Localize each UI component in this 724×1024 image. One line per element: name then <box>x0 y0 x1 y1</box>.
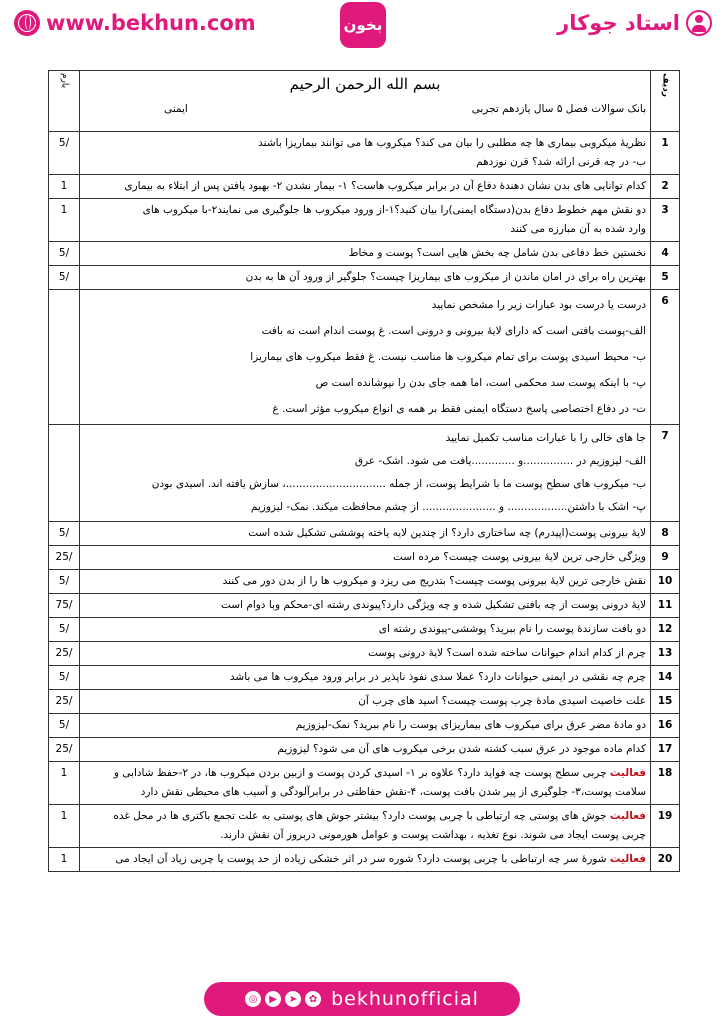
question-line: سلامت پوست،۳- جلوگیری از پیر شدن بافت پوست، ۴-نقش حفاظتی در برابرآلودگی و آسیب های محیطی نقش دارد <box>140 786 646 798</box>
question-text <box>80 546 651 570</box>
question-line: علت خاصیت اسیدی مادهٔ چرب پوست چیست؟ اسید های چرب آن <box>358 695 646 707</box>
question-text <box>80 738 651 762</box>
question-row <box>49 570 680 594</box>
question-line: ویژگی خارجی ترین لایهٔ بیرونی پوست چیست؟ مرده است <box>392 551 646 563</box>
user-icon <box>686 10 712 36</box>
question-number: 10 <box>651 570 680 594</box>
table-header-row <box>49 71 680 132</box>
question-line-text: شورهٔ سر چه ارتباطی با چربی پوست دارد؟ شوره سر در اثر خشکی زیاده از حد پوست یا چربی زیاد آن ایجاد می <box>115 853 607 865</box>
top-banner <box>0 0 724 50</box>
social-handle[interactable]: bekhunofficial <box>331 988 479 1010</box>
question-number: 6 <box>651 290 680 425</box>
question-line: نظریهٔ میکروبی بیماری ها چه مطلبی را بیان می کند؟ میکروب ها می توانند بیماریزا باشند <box>258 137 646 149</box>
question-score: 1 <box>49 848 80 872</box>
question-text <box>80 132 651 175</box>
question-score: /25 <box>49 738 80 762</box>
question-text <box>80 425 651 522</box>
question-row <box>49 848 680 872</box>
aparat-icon[interactable]: ✿ <box>305 991 321 1007</box>
question-row <box>49 132 680 175</box>
question-row <box>49 690 680 714</box>
question-line: ت- در دفاع اختصاصی پاسخ دستگاه ایمنی فقط بر همه ی انواع میکروب مؤثر است. غ <box>272 403 646 415</box>
question-score <box>49 425 80 522</box>
question-row <box>49 546 680 570</box>
social-icons <box>245 991 321 1007</box>
question-text <box>80 690 651 714</box>
question-text <box>80 175 651 199</box>
social-footer <box>204 982 520 1016</box>
question-text <box>80 618 651 642</box>
telegram-icon[interactable]: ➤ <box>285 991 301 1007</box>
question-line: لایهٔ بیرونی پوست(اپیدرم) چه ساختاری دارد؟ از چندین لایه یاخته پوششی تشکیل شده است <box>248 527 646 539</box>
question-text <box>80 714 651 738</box>
question-score: /5 <box>49 714 80 738</box>
question-number: 11 <box>651 594 680 618</box>
question-score <box>49 290 80 425</box>
question-number: 1 <box>651 132 680 175</box>
bismillah: بسم الله الرحمن الرحیم <box>289 75 441 93</box>
question-line <box>84 850 646 869</box>
question-line: چربی پوست ایجاد می شوند. نوع تغذیه ، بهداشت پوست و عوامل هورمونی دربروز آن نقش دارند. <box>220 829 646 841</box>
question-score: /5 <box>49 570 80 594</box>
globe-icon <box>14 10 40 36</box>
col-num-header: ردیف <box>651 71 680 132</box>
question-line: چرم چه نقشی در ایمنی حیوانات دارد؟ عملا سدی نفوذ ناپذیر در برابر ورود میکروب ها می باشد <box>229 671 646 683</box>
question-number: 2 <box>651 175 680 199</box>
question-line: ب- در چه قرنی ارائه شد؟ قرن نوزدهم <box>476 156 646 168</box>
question-text <box>80 199 651 242</box>
question-line: پ- اشک با داشتن.................. و ...................... از چشم محافظت میکند. نمک- لیزوزیم <box>250 501 646 513</box>
question-line: درست یا درست بود عبارات زیر را مشخص نمایید <box>431 299 646 311</box>
question-number: 17 <box>651 738 680 762</box>
question-line: جا های خالی را با عبارات مناسب تکمیل نمایید <box>445 432 646 444</box>
question-number: 5 <box>651 266 680 290</box>
question-line: نخستین خط دفاعی بدن شامل چه بخش هایی است؟ پوست و مخاط <box>348 247 646 259</box>
question-line <box>84 807 646 826</box>
question-score: /5 <box>49 618 80 642</box>
question-row <box>49 594 680 618</box>
question-score: /25 <box>49 546 80 570</box>
question-line: پ- با اینکه پوست سد محکمی است، اما همه جای بدن را نپوشانده است ص <box>315 377 646 389</box>
question-score: 1 <box>49 175 80 199</box>
question-text <box>80 522 651 546</box>
question-line: الف-پوست بافتی است که دارای لایهٔ بیرونی و درونی است. غ پوست اندام است نه بافت <box>261 325 646 337</box>
question-number: 18 <box>651 762 680 805</box>
question-number: 13 <box>651 642 680 666</box>
question-line: دو بافت سازندهٔ پوست را نام ببرید؟ پوششی-پیوندی رشته ای <box>378 623 646 635</box>
question-text <box>80 666 651 690</box>
question-score: 1 <box>49 805 80 848</box>
question-line: کدام ماده موجود در عرق سبب کشته شدن برخی میکروب های آن می شود؟ لیزوزیم <box>277 743 646 755</box>
question-score: /5 <box>49 522 80 546</box>
question-line: بهترین راه برای در امان ماندن از میکروب های بیماریزا چیست؟ جلوگیر از ورود آن ها به بدن <box>245 271 646 283</box>
activity-label: فعالیت <box>609 853 646 865</box>
question-score: /5 <box>49 666 80 690</box>
question-row <box>49 242 680 266</box>
question-score: /5 <box>49 266 80 290</box>
question-number: 19 <box>651 805 680 848</box>
question-row <box>49 175 680 199</box>
question-row <box>49 805 680 848</box>
question-text <box>80 290 651 425</box>
question-sheet <box>48 70 680 940</box>
bekhun-logo: بخون <box>340 2 386 48</box>
question-number: 3 <box>651 199 680 242</box>
question-number: 14 <box>651 666 680 690</box>
question-row <box>49 762 680 805</box>
question-row <box>49 266 680 290</box>
youtube-icon[interactable]: ▶ <box>265 991 281 1007</box>
question-row <box>49 738 680 762</box>
question-line: دو نقش مهم خطوط دفاع بدن(دستگاه ایمنی)را بیان کنید؟۱-از ورود میکروب ها جلوگیری می نمایند۲-با میکروب های <box>142 204 646 216</box>
question-table <box>48 70 680 872</box>
question-line-text: چربی سطح پوست چه فواید دارد؟ علاوه بر ۱- اسیدی کردن پوست و ازبین بردن میکروب ها، در ۲-حفظ شادابی و <box>113 767 607 779</box>
question-row <box>49 425 680 522</box>
website-url: www.bekhun.com <box>46 11 256 35</box>
question-line: کدام توانایی های بدن نشان دهندهٔ دفاع آن در برابر میکروب هاست؟ ۱- بیمار نشدن ۲- بهبود یافتن پس از ابتلاء به بیماری <box>124 180 646 192</box>
question-score: 1 <box>49 199 80 242</box>
website-link[interactable] <box>14 10 256 36</box>
question-score: /25 <box>49 642 80 666</box>
question-text <box>80 805 651 848</box>
question-row <box>49 522 680 546</box>
question-number: 12 <box>651 618 680 642</box>
question-text <box>80 266 651 290</box>
question-number: 4 <box>651 242 680 266</box>
question-line: ب- میکروب های سطح پوست ما با شرایط پوست، از جمله ..............................، سازش یافته اند. اسیدی بودن <box>151 478 646 490</box>
question-row <box>49 714 680 738</box>
question-score: /5 <box>49 132 80 175</box>
question-text <box>80 762 651 805</box>
question-line-text: جوش های پوستی چه ارتباطی با چربی پوست دارد؟ بیشتر جوش های پوستی به علت تجمع باکتری ها در محل غده <box>113 810 607 822</box>
question-score: 1 <box>49 762 80 805</box>
question-number: 9 <box>651 546 680 570</box>
author-badge <box>557 10 712 36</box>
question-line: نقش خارجی ترین لایهٔ بیرونی پوست چیست؟ بتدریج می ریزد و میکروب ها را از بدن دور می کنند <box>222 575 646 587</box>
question-row <box>49 618 680 642</box>
author-name: استاد جوکار <box>557 11 680 35</box>
question-line: وارد شده به آن مبارزه می کنند <box>510 223 646 235</box>
header-cell <box>80 71 651 132</box>
question-number: 15 <box>651 690 680 714</box>
col-score-header: بارم <box>49 71 80 132</box>
question-text <box>80 570 651 594</box>
question-text <box>80 594 651 618</box>
question-text <box>80 642 651 666</box>
question-number: 16 <box>651 714 680 738</box>
sheet-title: بانک سوالات فصل ۵ سال یازدهم تجربی <box>471 103 646 115</box>
instagram-icon[interactable]: ◎ <box>245 991 261 1007</box>
question-line: دو مادهٔ مضر عرق برای میکروب های بیماریزای پوست را نام ببرید؟ نمک-لیزوزیم <box>295 719 646 731</box>
question-score: /5 <box>49 242 80 266</box>
question-number: 20 <box>651 848 680 872</box>
question-number: 8 <box>651 522 680 546</box>
question-line: لایهٔ درونی پوست از چه بافتی تشکیل شده و چه ویژگی دارد؟پیوندی رشته ای-محکم وبا دوام است <box>220 599 646 611</box>
question-line: ب- محیط اسیدی پوست برای تمام میکروب ها مناسب نیست. غ فقط میکروب های بیماریزا <box>250 351 646 363</box>
question-row <box>49 642 680 666</box>
question-text <box>80 242 651 266</box>
question-score: /25 <box>49 690 80 714</box>
sheet-topic: ایمنی <box>164 103 188 115</box>
question-line <box>84 764 646 783</box>
activity-label: فعالیت <box>609 810 646 822</box>
question-line: الف- لیزوزیم در ...............و .............یافت می شود. اشک- عرق <box>354 455 646 467</box>
activity-label: فعالیت <box>609 767 646 779</box>
question-line: چرم از کدام اندام حیوانات ساخته شده است؟ لایهٔ درونی پوست <box>367 647 646 659</box>
question-number: 7 <box>651 425 680 522</box>
question-row <box>49 666 680 690</box>
question-text <box>80 848 651 872</box>
question-row <box>49 290 680 425</box>
question-score: /75 <box>49 594 80 618</box>
question-row <box>49 199 680 242</box>
